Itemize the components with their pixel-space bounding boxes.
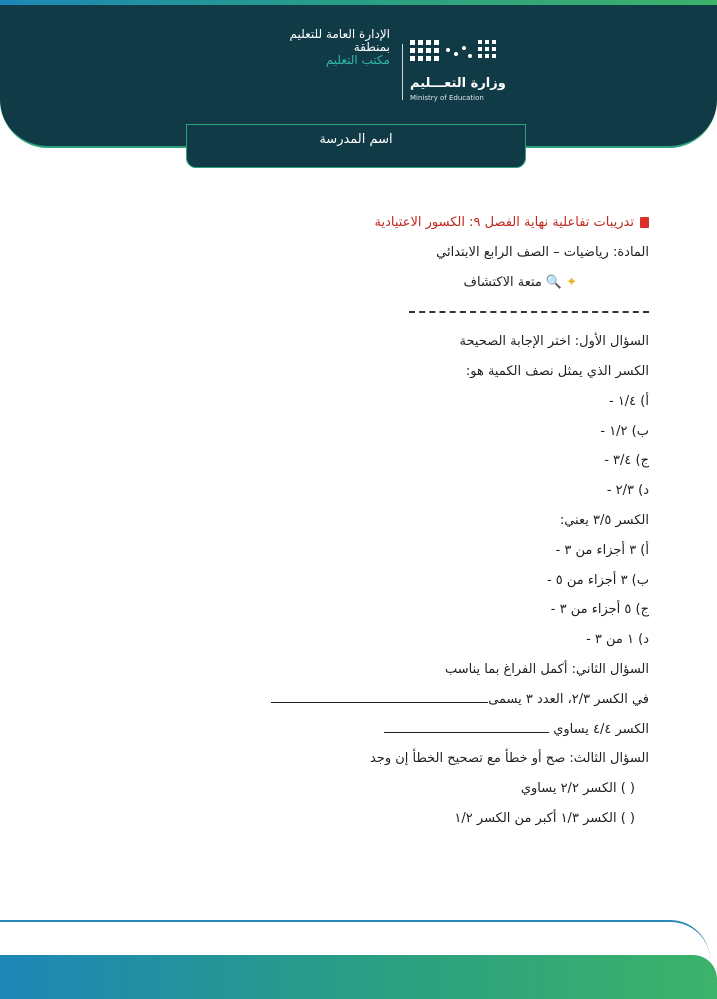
subject-line: المادة: رياضيات – الصف الرابع الابتدائي	[436, 244, 649, 260]
q3-line-1: في الكسر ٢/٣، العدد ٣ يسمى	[49, 685, 649, 715]
blank-1	[433, 702, 488, 703]
book-icon	[640, 217, 649, 228]
q1-option-a: أ) ١/٤ -	[608, 393, 649, 409]
q4-item-1: ( ) الكسر ٢/٢ يساوي	[520, 781, 635, 797]
q2-option-b: ب) ٣ أجزاء من ٥ -	[546, 572, 649, 588]
q1-heading: السؤال الأول: اختر الإجابة الصحيحة	[459, 334, 649, 350]
q4-item-2: ( ) الكسر ١/٣ أكبر من الكسر ١/٢	[454, 810, 635, 826]
logo-arabic-text: وزارة التعـــليم	[410, 76, 506, 91]
q1-option-d: د) ٢/٣ -	[606, 483, 649, 499]
sparkle-icon: ✦	[566, 274, 577, 290]
q2-option-c: ج) ٥ أجزاء من ٣ -	[550, 602, 649, 618]
school-name-tab	[186, 124, 526, 168]
footer-band	[0, 955, 717, 999]
worksheet-title: تدريبات تفاعلية نهاية الفصل ٩: الكسور الاعتيادية	[49, 208, 649, 238]
top-color-strip	[0, 0, 717, 5]
school-name-label: اسم المدرسة	[319, 132, 393, 147]
q1-option-c: ج) ٣/٤ -	[604, 453, 649, 469]
q2-option-d: د) ١ من ٣ -	[586, 632, 649, 648]
q4-heading: السؤال الثالث: صح أو خطأ مع تصحيح الخطأ إن وجد	[369, 751, 649, 767]
admin-line-3: مكتب التعليم	[325, 53, 390, 67]
q3-line-2: الكسر ٤/٤ يساوي	[49, 715, 649, 745]
magnifier-icon: 🔍	[545, 274, 563, 290]
admin-text-block	[230, 28, 390, 67]
q1-prompt: الكسر الذي يمثل نصف الكمية هو:	[465, 363, 649, 379]
separator-line	[49, 297, 649, 327]
worksheet-content	[49, 208, 649, 834]
q1-option-b: ب) ١/٢ -	[600, 423, 649, 439]
dashed-separator	[409, 311, 649, 313]
logo-english-text: Ministry of Education	[410, 94, 484, 102]
blank-2	[271, 702, 433, 703]
admin-line-2: بمنطقة	[353, 40, 390, 54]
logo-dots-icon	[408, 36, 504, 72]
q2-prompt: الكسر ٣/٥ يعني:	[559, 512, 649, 528]
ministry-logo	[408, 36, 508, 108]
q3-heading: السؤال الثاني: أكمل الفراغ بما يناسب	[444, 661, 649, 677]
blank-3	[384, 732, 549, 733]
q2-option-a: أ) ٣ أجزاء من ٣ -	[555, 542, 649, 558]
admin-line-1: الإدارة العامة للتعليم	[289, 27, 390, 41]
header-divider	[402, 44, 403, 100]
fun-line: ✦🔍متعة الاكتشاف	[463, 274, 577, 290]
